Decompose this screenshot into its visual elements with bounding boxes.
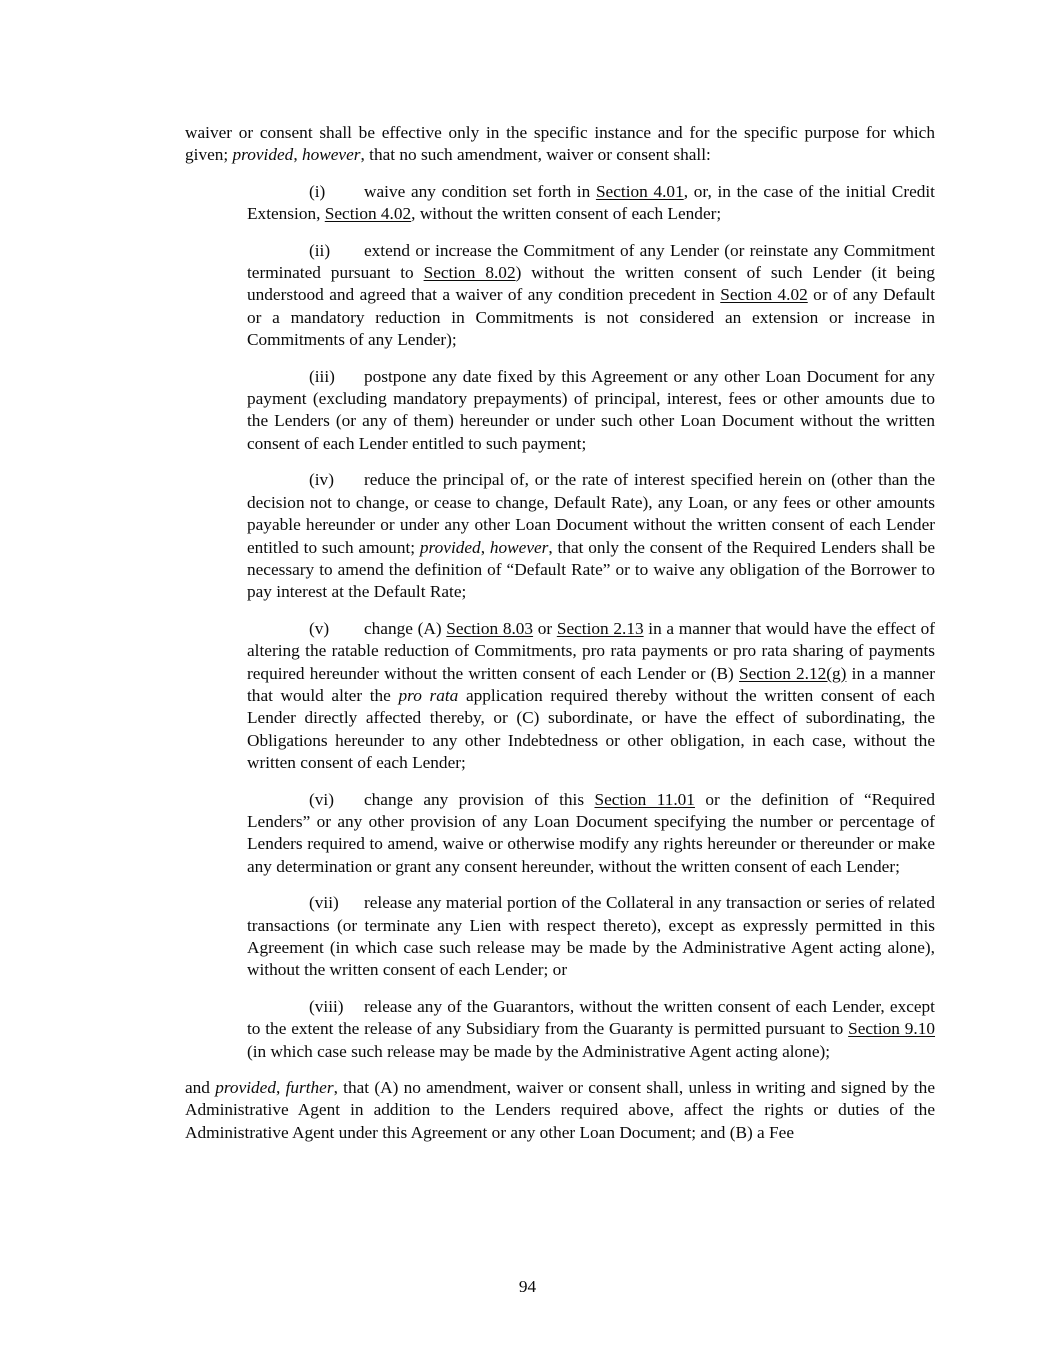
paragraph-number: (ii) xyxy=(309,240,331,260)
paragraph-number: (iv) xyxy=(309,470,334,490)
paragraph-ii xyxy=(247,240,935,352)
paragraph-text: waive any condition set forth in Section 4.01, or, in the case of the initial Credit Extension, Section 4.02, without the written consent of each Lender; xyxy=(247,181,935,224)
paragraph-number: (i) xyxy=(309,181,326,201)
paragraph-proviso xyxy=(185,1077,935,1144)
paragraph-number: (viii) xyxy=(309,996,344,1016)
paragraph-intro xyxy=(185,122,935,167)
paragraph-text: release any material portion of the Collateral in any transaction or series of related transactions (or terminate any Lien with respect thereto), except as expressly permitted in this Agreement (in which case such release may be made by the Administrative Agent acting alone), without the written consent of each Lender; or xyxy=(247,893,935,980)
paragraph-viii xyxy=(247,996,935,1063)
paragraph-iv xyxy=(247,469,935,603)
paragraph-text: extend or increase the Commitment of any Lender (or reinstate any Commitment terminated pursuant to Section 8.02) without the written consent of such Lender (it being understood and agreed that a waiver of any condition precedent in Section 4.02 or of any Default or a mandatory reduction in Commitments is not considered an extension or increase in Commitments of any Lender); xyxy=(247,240,935,350)
paragraph-v xyxy=(247,618,935,775)
paragraph-text: change any provision of this Section 11.01 or the definition of “Required Lenders” or any other provision of any Loan Document specifying the number or percentage of Lenders required to amend, waive or otherwise modify any rights hereunder or thereunder or make any determination or grant any consent hereunder, without the written consent of each Lender; xyxy=(247,789,935,876)
page-number: 94 xyxy=(518,1277,537,1296)
paragraph-text: change (A) Section 8.03 or Section 2.13 in a manner that would have the effect of altering the ratable reduction of Commitments, pro rata payments or pro rata sharing of payments required hereunder without the written consent of each Lender or (B) Section 2.12(g) in a manner that would alter the pro rata application required thereby without the written consent of each Lender directly affected thereby, or (C) subordinate, or have the effect of subordinating, the Obligations hereunder to any other Indebtedness or other obligation, in each case, without the written consent of each Lender; xyxy=(247,618,935,773)
paragraph-vi xyxy=(247,789,935,879)
paragraph-i xyxy=(247,181,935,226)
paragraph-vii xyxy=(247,892,935,982)
paragraph-number: (vii) xyxy=(309,893,339,913)
paragraph-iii xyxy=(247,366,935,456)
paragraph-number: (iii) xyxy=(309,366,335,386)
paragraph-text: waiver or consent shall be effective only in the specific instance and for the specific purpose for which given; provided, however, that no such amendment, waiver or consent shall: xyxy=(185,123,935,165)
paragraph-text: reduce the principal of, or the rate of interest specified herein on (other than the decision not to change, or cease to change, Default Rate), any Loan, or any fees or other amounts payable hereunder or under any other Loan Document without the written consent of each Lender entitled to such amount; provided, however, that only the consent of the Required Lenders shall be necessary to amend the definition of “Default Rate” or to waive any obligation of the Borrower to pay interest at the Default Rate; xyxy=(247,470,935,602)
paragraph-number: (vi) xyxy=(309,789,334,809)
paragraph-text: postpone any date fixed by this Agreement or any other Loan Document for any payment (excluding mandatory prepayments) of principal, interest, fees or other amounts due to the Lenders (or any of them) hereunder or under such other Loan Document without the written consent of each Lender entitled to such payment; xyxy=(247,366,935,453)
document-body xyxy=(185,122,935,1144)
paragraph-text: and provided, further, that (A) no amendment, waiver or consent shall, unless in writing and signed by the Administrative Agent in addition to the Lenders required above, affect the rights or duties of the Administrative Agent under this Agreement or any other Loan Document; and (B) a Fee xyxy=(185,1078,935,1142)
paragraph-number: (v) xyxy=(309,618,330,638)
paragraph-text: release any of the Guarantors, without the written consent of each Lender, except to the extent the release of any Subsidiary from the Guaranty is permitted pursuant to Section 9.10 (in which case such release may be made by the Administrative Agent acting alone); xyxy=(247,996,936,1061)
